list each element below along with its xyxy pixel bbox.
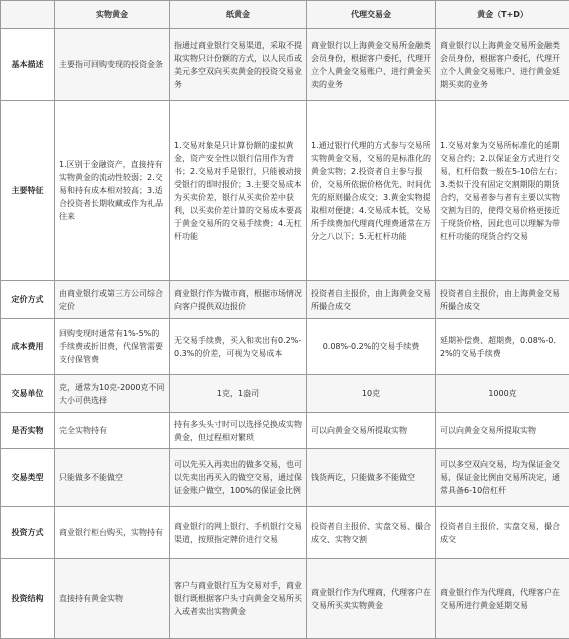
row-header: 定价方式: [1, 281, 55, 319]
table-cell: 1.区别于金融资产，直接持有实物黄金的流动性较弱；2.交易和持有成本相对较高；3.适合投资者长期收藏或作为礼品往来: [55, 101, 170, 281]
table-row: [1, 507, 569, 559]
row-header: 投资方式: [1, 507, 55, 559]
table-row: [1, 281, 569, 319]
table-row: [1, 319, 569, 375]
table-cell: 可以多空双向交易，均为保证金交易，保证金比例由交易所决定，通常具备6-10倍杠杆: [436, 449, 569, 507]
table-cell: 持有多头头寸时可以选择兑换成实物黄金，但过程相对繁琐: [170, 413, 307, 449]
table-cell: 商业银行以上海黄金交易所金融类会员身份，根据客户委托，代理开立个人黄金交易账户、进行黄金买卖的业务: [307, 29, 436, 101]
table-body: [1, 1, 569, 639]
table-cell: 商业银行作为代理商，代理客户在交易所进行黄金延期交易: [436, 559, 569, 639]
table-cell: 完全实物持有: [55, 413, 170, 449]
table-cell: 可以先买入再卖出的做多交易，也可以先卖出再买入的做空交易，通过保证金账户做空，100%的保证金比例: [170, 449, 307, 507]
table-row: [1, 375, 569, 413]
table-header-row: [1, 1, 569, 29]
table-cell: 客户与商业银行互为交易对手，商业银行既根据客户头寸向黄金交易所买入或者卖出实物黄金: [170, 559, 307, 639]
table-cell: 钱货两讫，只能做多不能做空: [307, 449, 436, 507]
header-corner: [1, 1, 55, 29]
table-cell: 1000克: [436, 375, 569, 413]
row-header: 交易类型: [1, 449, 55, 507]
row-header: 成本费用: [1, 319, 55, 375]
header-agency-gold: 代理交易金: [307, 1, 436, 29]
table-cell: 0.08%-0.2%的交易手续费: [307, 319, 436, 375]
table-cell: 无交易手续费，买入和卖出有0.2%-0.3%的价差，可视为交易成本: [170, 319, 307, 375]
table-row: [1, 413, 569, 449]
row-header: 主要特征: [1, 101, 55, 281]
table-row: [1, 559, 569, 639]
header-gold-td: 黄金（T+D）: [436, 1, 569, 29]
table-cell: 商业银行柜台购买，实物持有: [55, 507, 170, 559]
header-physical-gold: 实物黄金: [55, 1, 170, 29]
table-cell: 延期补偿费、超期费，0.08%-0.2%的交易手续费: [436, 319, 569, 375]
table-row: [1, 29, 569, 101]
table-cell: 商业银行的网上银行、手机银行交易渠道，按照指定牌价进行交易: [170, 507, 307, 559]
row-header: 是否实物: [1, 413, 55, 449]
table-cell: 直接持有黄金实物: [55, 559, 170, 639]
table-cell: 10克: [307, 375, 436, 413]
table-cell: 1.通过银行代理的方式参与交易所实物黄金交易，交易的是标准化的黄金实物；2.投资者自主参与报价，交易所依据价格优先、时间优先的原则撮合成交；3.黄金实物提取相对便捷；4.交易成本低，交易所手续费加代理商代理费通常在万分之八以下；5.无杠杆功能: [307, 101, 436, 281]
table-cell: 投资者自主报价，由上海黄金交易所撮合成交: [307, 281, 436, 319]
table-cell: 可以向黄金交易所提取实物: [307, 413, 436, 449]
table-cell: 商业银行以上海黄金交易所金融类会员身份，根据客户委托，代理开立个人黄金交易账户、进行黄金延期买卖的业务: [436, 29, 569, 101]
table-cell: 投资者自主报价、实盘交易，撮合成交: [436, 507, 569, 559]
row-header: 交易单位: [1, 375, 55, 413]
table-cell: 商业银行作为代理商，代理客户在交易所买卖实物黄金: [307, 559, 436, 639]
table-cell: 投资者自主报价、实盘交易、撮合成交、实物交割: [307, 507, 436, 559]
row-header: 基本描述: [1, 29, 55, 101]
table-cell: 克，通常为10克-2000克不同大小可供选择: [55, 375, 170, 413]
table-cell: 指通过商业银行交易渠道，采取不提取实物只计份额的方式，以人民币或美元多空双向买卖黄金的投资交易业务: [170, 29, 307, 101]
table-cell: 1克，1盎司: [170, 375, 307, 413]
table-cell: 回购变现时通常有1%-5%的手续费或折旧费，代保管需要支付保管费: [55, 319, 170, 375]
table-cell: 1.交易对象为交易所标准化的延期交易合约；2.以保证金方式进行交易，杠杆倍数一般在5-10倍左右；3.类似于没有固定交割期限的期货合约，交易者参与者有主要以实物交割为目的，使得交易价格更接近于现货价格，因此也可以理解为带杠杆功能的现货合约交易: [436, 101, 569, 281]
row-header: 投资结构: [1, 559, 55, 639]
table-cell: 1.交易对象是只计算份额的虚拟黄金，资产安全性以银行信用作为背书；2.交易对手是银行，只能被动接受银行的即时报价；3.主要交易成本为买卖价差，银行从买卖价差中获利，以买卖价差计算的交易成本要高于黄金交易所的交易手续费；4.无杠杆功能: [170, 101, 307, 281]
header-paper-gold: 纸黄金: [170, 1, 307, 29]
table-cell: 主要指可回购变现的投资金条: [55, 29, 170, 101]
table-cell: 只能做多不能做空: [55, 449, 170, 507]
table-row: [1, 101, 569, 281]
table-cell: 商业银行作为做市商，根据市场情况向客户提供双边报价: [170, 281, 307, 319]
table-cell: 投资者自主报价，由上海黄金交易所撮合成交: [436, 281, 569, 319]
table-row: [1, 449, 569, 507]
table-cell: 可以向黄金交易所提取实物: [436, 413, 569, 449]
table-cell: 由商业银行或第三方公司综合定价: [55, 281, 170, 319]
